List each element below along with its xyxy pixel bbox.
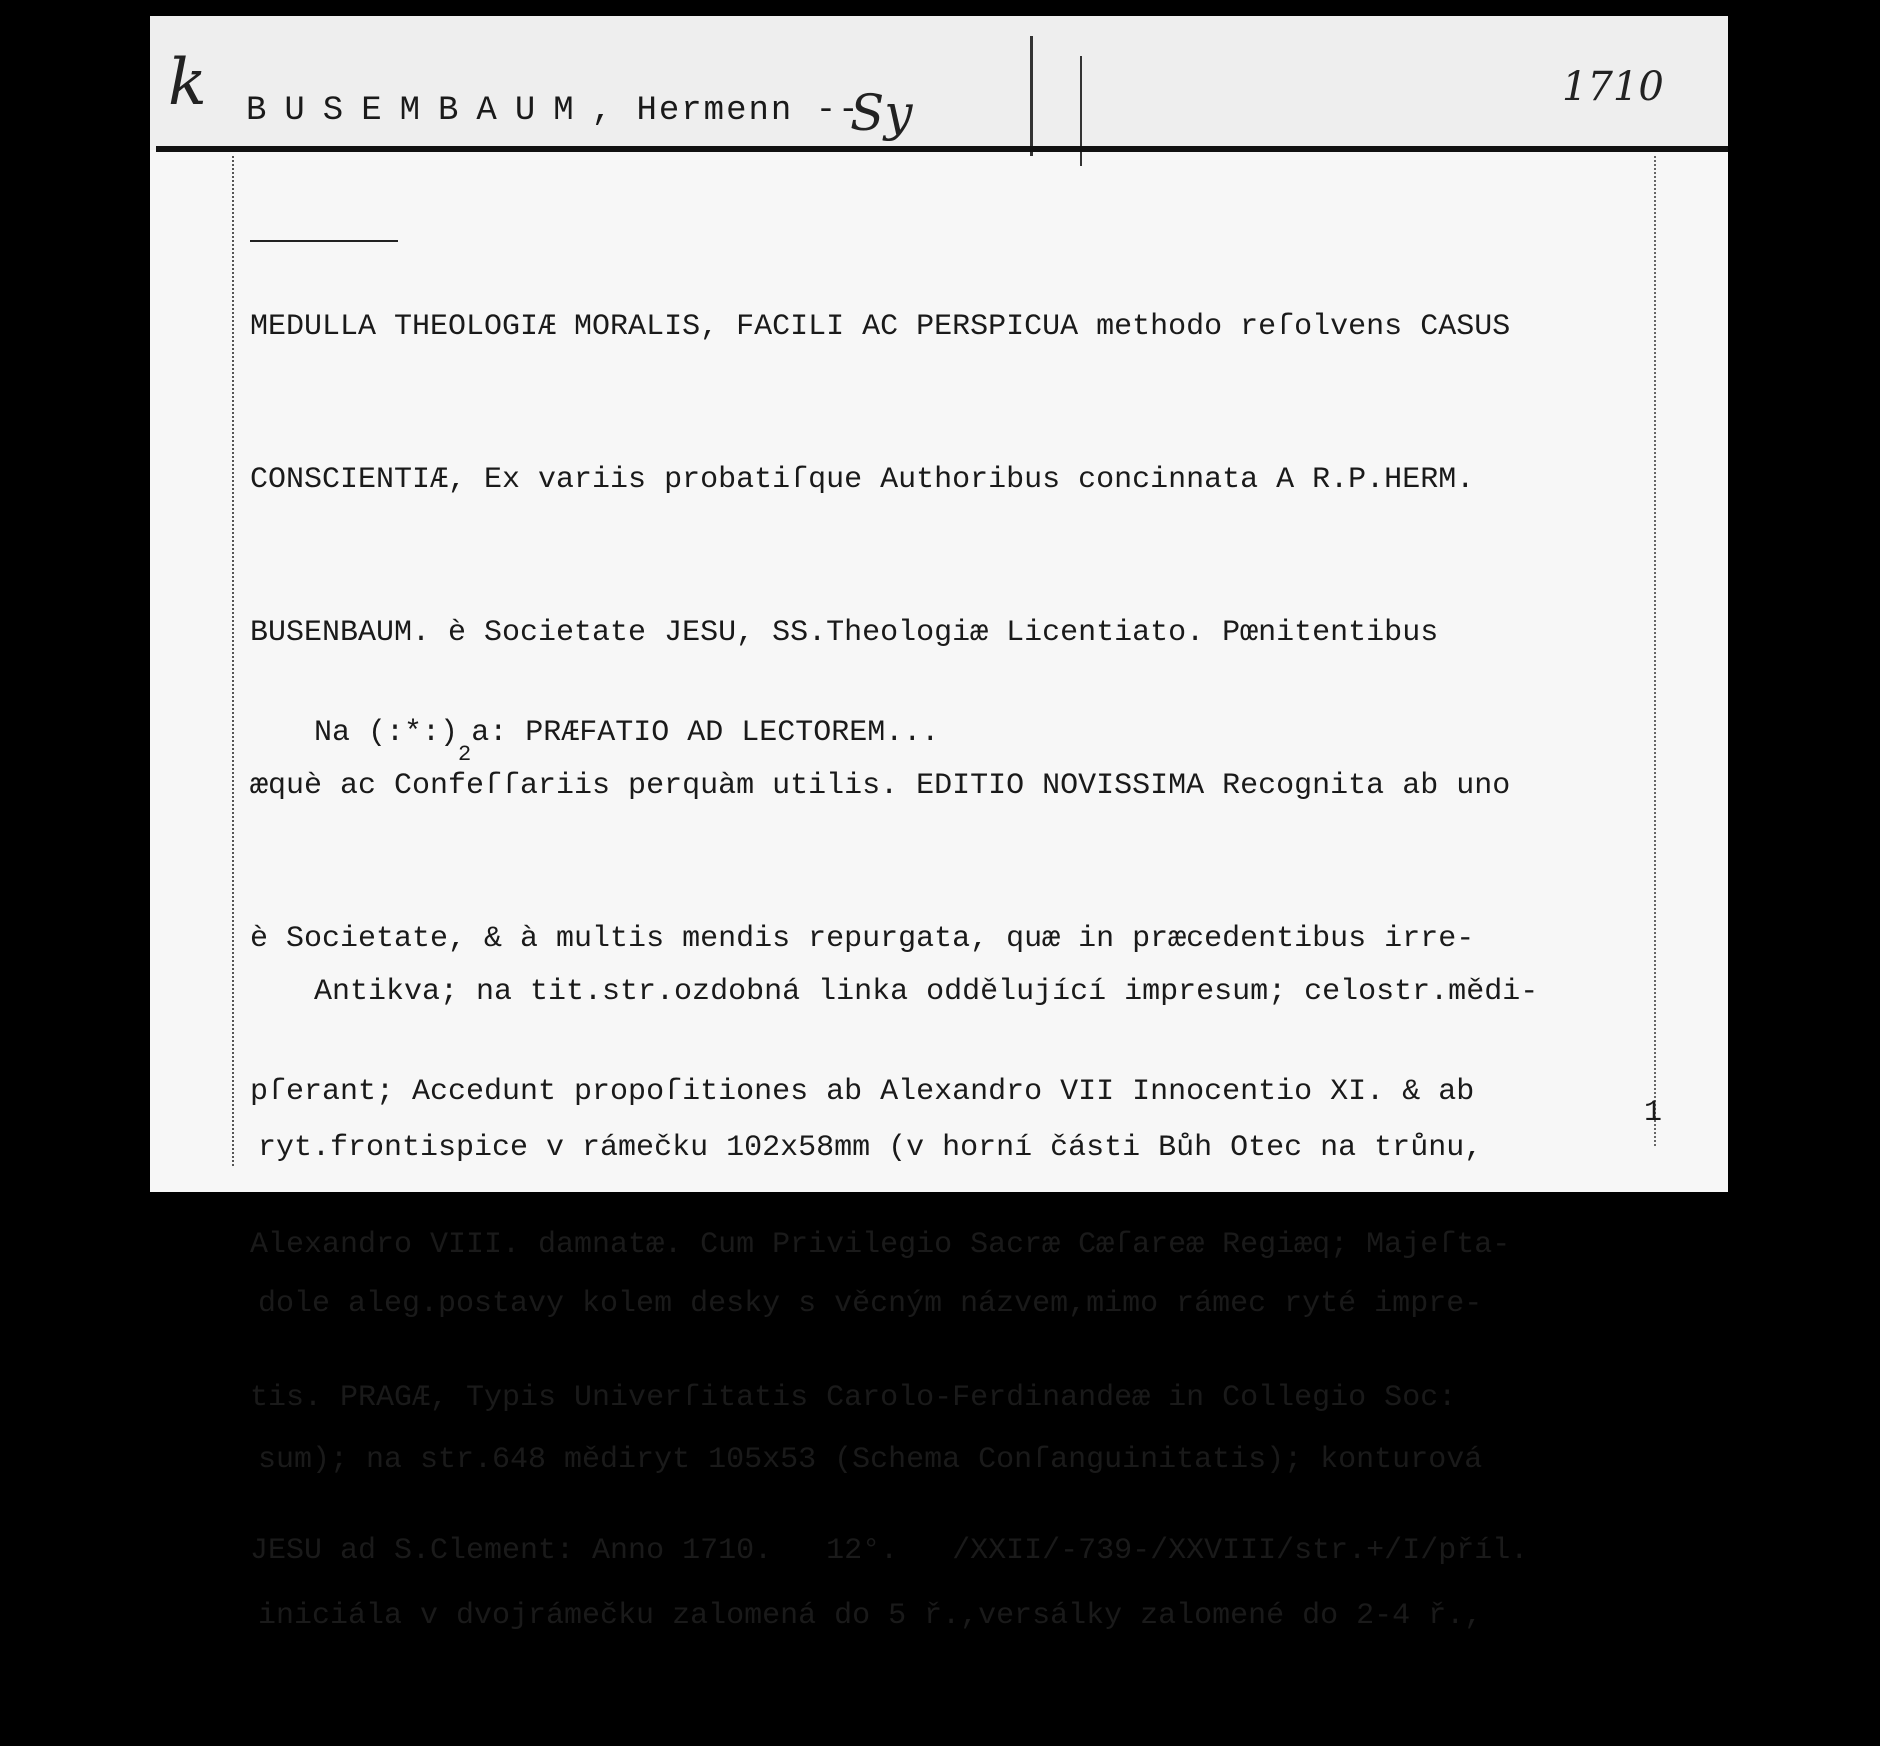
- notes-line: dole aleg.postavy kolem desky s věcným názvem,mimo rámec ryté impre-: [258, 1287, 1483, 1321]
- signature-suffix: a: PRÆFATIO AD LECTOREM...: [471, 716, 940, 750]
- handwritten-code: Sy: [850, 84, 913, 142]
- description-line: pſerant; Accedunt propoſitiones ab Alexandro VII Innocentio XI. & ab: [250, 1075, 1475, 1109]
- handwritten-year: 1710: [1562, 64, 1664, 110]
- description-line: Alexandro VIII. damnatæ. Cum Privilegio Sacræ Cæſareæ Regiæq; Majeſta-: [250, 1228, 1511, 1262]
- right-margin-line: [1654, 156, 1656, 1146]
- author-separator: ,: [591, 92, 615, 130]
- notes-line: Antikva; na tit.str.ozdobná linka oddělující impresum; celostr.mědi-: [314, 975, 1539, 1009]
- notes-line: sum); na str.648 mědiryt 105x53 (Schema Conſanguinitatis); konturová: [258, 1443, 1483, 1477]
- author-surname: BUSEMBAUM: [246, 92, 592, 130]
- notes-line: ryt.frontispice v rámečku 102x58mm (v horní části Bůh Otec na trůnu,: [258, 1131, 1483, 1165]
- description-line: MEDULLA THEOLOGIÆ MORALIS, FACILI AC PERSPICUA methodo reſolvens CASUS: [250, 310, 1511, 344]
- handwritten-mark: k: [168, 46, 207, 120]
- signature-subscript: 2: [458, 742, 472, 767]
- page-number: 1: [1644, 1096, 1663, 1130]
- description-line: tis. PRAGÆ, Typis Univerſitatis Carolo-Ferdinandeæ in Collegio Soc:: [250, 1381, 1457, 1415]
- description-line: æquè ac Confeſſariis perquàm utilis. EDITIO NOVISSIMA Recognita ab uno: [250, 769, 1511, 803]
- signature-note: [314, 716, 939, 767]
- signature-prefix: Na (:*:): [314, 716, 459, 750]
- scan-artifact-mark: [1030, 36, 1033, 156]
- description-line: BUSENBAUM. è Societate JESU, SS.Theologiæ Licentiato. Pœnitentibus: [250, 616, 1439, 650]
- left-margin-line: [232, 156, 234, 1166]
- description-line: CONSCIENTIÆ, Ex variis probatiſque Authoribus concinnata A R.P.HERM.: [250, 463, 1475, 497]
- title-underline: [250, 240, 398, 242]
- notes-line: iniciála v dvojrámečku zalomená do 5 ř.,versálky zalomené do 2-4 ř.,: [258, 1599, 1483, 1633]
- author-given-name: Hermenn: [636, 92, 794, 130]
- description-line: JESU ad S.Clement: Anno 1710. 12°. /XXII/-739-/XXVIII/str.+/I/příl.: [250, 1534, 1529, 1568]
- physical-notes: [258, 862, 1654, 1746]
- author-heading: [246, 92, 861, 130]
- description-line: è Societate, & à multis mendis repurgata, quæ in præcedentibus irre-: [250, 922, 1475, 956]
- author-dash: --: [815, 92, 861, 130]
- catalog-card: [150, 16, 1728, 1633]
- header-rule: [156, 146, 1728, 152]
